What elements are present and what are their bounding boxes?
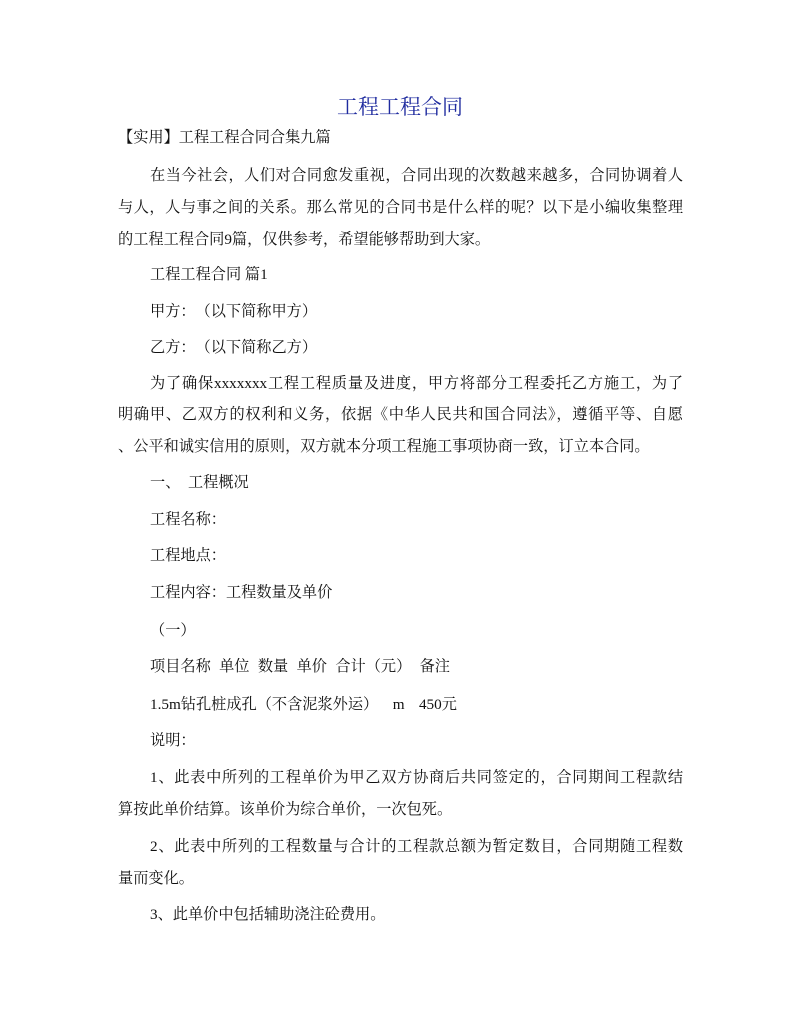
table-header-cell: 单位 [219, 658, 250, 675]
note-line: 算按此单价结算。该单价为综合单价，一次包死。 [118, 801, 453, 818]
table-row [150, 695, 471, 715]
project-name-field: 工程名称： [150, 511, 226, 528]
table-cell: m [392, 696, 405, 713]
intro-line: 与人，人与事之间的关系。那么常见的合同书是什么样的呢？以下是小编收集整理 [118, 199, 683, 216]
note-line: 1、此表中所列的工程单价为甲乙双方协商后共同签定的，合同期间工程款结 [150, 769, 683, 786]
document-title: 工程工程合同 [337, 95, 463, 119]
note-line: 量而变化。 [118, 870, 194, 887]
notes-label: 说明： [150, 732, 196, 749]
table-cell: 450元 [418, 696, 457, 713]
party-b: 乙方： （以下简称乙方） [150, 339, 318, 356]
document-subtitle: 【实用】工程工程合同合集九篇 [118, 129, 331, 146]
table-cell: 1.5m钻孔桩成孔（不含泥浆外运） [150, 696, 379, 713]
preamble-line: 明确甲、乙双方的权利和义务，依据《中华人民共和国合同法》，遵循平等、自愿 [118, 406, 683, 423]
section-heading: 一、 工程概况 [150, 474, 249, 491]
table-header-cell: 备注 [419, 658, 450, 675]
party-a: 甲方： （以下简称甲方） [150, 303, 318, 320]
project-location-field: 工程地点： [150, 547, 226, 564]
preamble-line: 为了确保xxxxxxx工程工程质量及进度，甲方将部分工程委托乙方施工，为了 [150, 375, 683, 392]
table-header-cell: 单价 [296, 658, 327, 675]
contract-heading: 工程工程合同 篇1 [150, 266, 268, 283]
table-header-cell: 合计（元） [335, 658, 412, 675]
intro-line: 在当今社会，人们对合同愈发重视，合同出现的次数越来越多，合同协调着人 [150, 167, 683, 184]
table-caption: （一） [150, 622, 196, 639]
note-line: 2、此表中所列的工程数量与合计的工程款总额为暂定数目，合同期随工程数 [150, 838, 683, 855]
table-header-cell: 数量 [257, 658, 289, 675]
project-content-field: 工程内容：工程数量及单价 [150, 584, 333, 601]
intro-line: 的工程工程合同9篇，仅供参考，希望能够帮助到大家。 [118, 231, 491, 248]
table-header [150, 657, 458, 677]
preamble-line: 、公平和诚实信用的原则，双方就本分项工程施工事项协商一致，订立本合同。 [118, 438, 650, 455]
table-header-cell: 项目名称 [150, 658, 211, 675]
note-line: 3、此单价中包括辅助浇注砼费用。 [150, 906, 386, 923]
